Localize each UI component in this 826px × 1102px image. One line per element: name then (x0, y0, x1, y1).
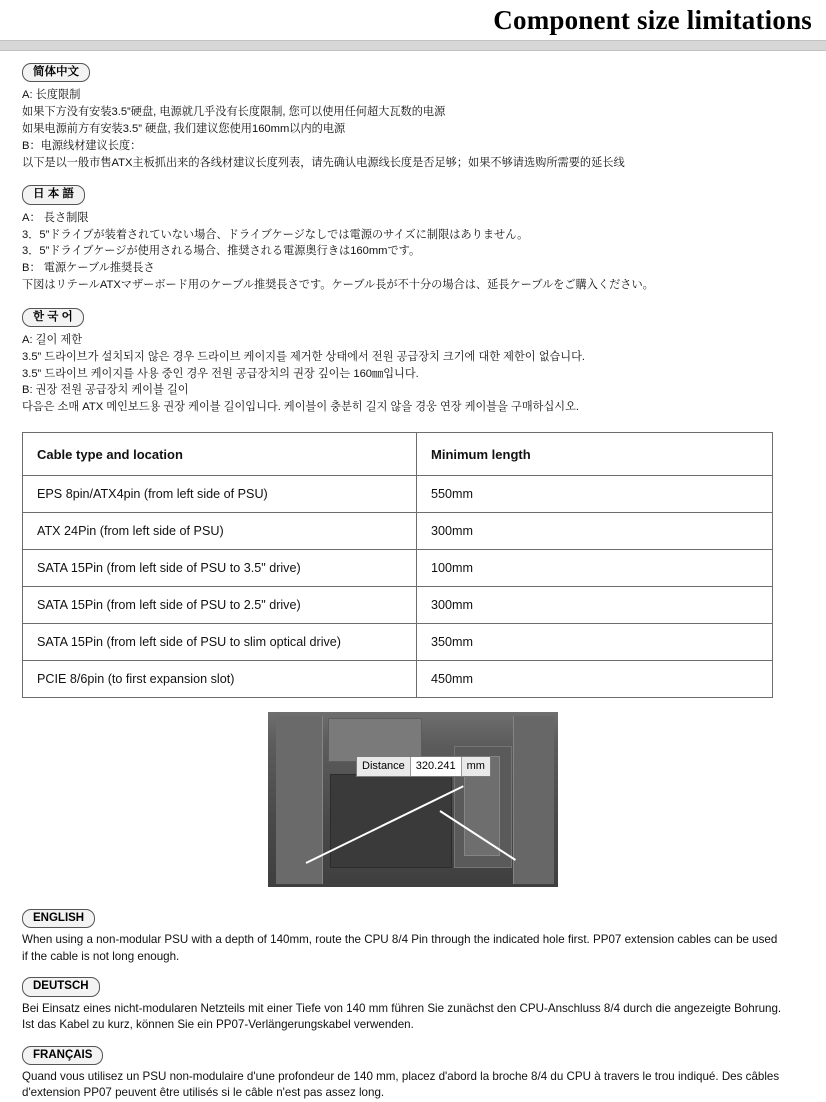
cable-length-table-wrapper (22, 432, 804, 698)
section-line: 3.5” 드라이브 케이지를 사용 중인 경우 전원 공급장치의 권장 깊이는 160㎜입니다. (22, 367, 419, 380)
page-title: Component size limitations (493, 4, 812, 35)
section-line: Bei Einsatz eines nicht-modularen Netzteils mit einer Tiefe von 140 mm führen Sie zunächst den CPU-Anschluss 8/4 durch die angezeigte Bohrung. (22, 1001, 782, 1015)
language-tag: 한 국 어 (22, 308, 84, 327)
table-row (23, 513, 773, 550)
distance-unit: mm (462, 757, 490, 776)
column-header-minimum-length: Minimum length (417, 433, 773, 476)
table-header-row (23, 433, 773, 476)
table-row (23, 587, 773, 624)
section-japanese (22, 173, 804, 293)
chassis-photo (268, 712, 558, 887)
cell-cable-type: SATA 15Pin (from left side of PSU to slim optical drive) (23, 624, 417, 661)
section-line: 다음은 소매 ATX 메인보드용 권장 케이블 길이입니다. 케이블이 충분히 길지 않을 경웅 연장 케이블을 구매하십시오. (22, 401, 579, 414)
section-line: B: 권장 전원 공급장치 케이블 길이 (22, 384, 189, 397)
section-line: A: 길이 제한 (22, 334, 83, 347)
column-header-cable-type: Cable type and location (23, 433, 417, 476)
section-line: A: 长度限制 (22, 89, 81, 102)
section-simplified-chinese (22, 51, 804, 171)
cell-cable-type: ATX 24Pin (from left side of PSU) (23, 513, 417, 550)
chassis-right-panel (513, 716, 554, 884)
table-row (23, 624, 773, 661)
distance-label: Distance (357, 757, 411, 776)
cell-cable-type: SATA 15Pin (from left side of PSU to 3.5" drive) (23, 550, 417, 587)
cell-minimum-length: 300mm (417, 513, 773, 550)
language-tag: 简体中文 (22, 63, 90, 82)
section-line: A： 長さ制限 (22, 211, 89, 224)
section-french (22, 1036, 804, 1102)
section-line: 如果电源前方有安装3.5” 硬盘, 我们建议您使用160mm以内的电源 (22, 122, 346, 135)
page-header (0, 0, 826, 40)
cell-minimum-length: 350mm (417, 624, 773, 661)
section-line: Quand vous utilisez un PSU non-modulaire d'une profondeur de 140 mm, placez d'abord la broche 8/4 du CPU à travers le trou indiqué. Des câbles (22, 1070, 780, 1084)
table-row (23, 550, 773, 587)
cell-cable-type: PCIE 8/6pin (to first expansion slot) (23, 661, 417, 698)
table-row (23, 661, 773, 698)
footer-language-sections (0, 899, 826, 1102)
cell-cable-type: EPS 8pin/ATX4pin (from left side of PSU) (23, 476, 417, 513)
section-german (22, 967, 804, 1033)
distance-value: 320.241 (411, 757, 462, 776)
section-line: B：电源线材建议长度： (22, 139, 142, 152)
section-line: if the cable is not long enough. (22, 949, 180, 963)
section-line: B： 電源ケーブル推奨長さ (22, 262, 155, 275)
section-line: 3．5”ドライブが装着されていない場合、ドライブケージなしでは電源のサイズに制限はありません。 (22, 228, 529, 241)
section-english (22, 899, 804, 965)
section-line: 3.5” 드라이브가 설치되지 않은 경우 드라이브 케이지를 제거한 상태에서 전원 공급장치 크기에 대한 제한이 없습니다. (22, 350, 586, 363)
section-line: When using a non-modular PSU with a depth of 140mm, route the CPU 8/4 Pin through the indicated hole first. PP07 extension cables can be used (22, 933, 778, 947)
section-line: 如果下方没有安装3.5”硬盘, 电源就几乎没有长度限制, 您可以使用任何超大瓦数的电源 (22, 106, 446, 119)
cell-minimum-length: 100mm (417, 550, 773, 587)
header-divider (0, 40, 826, 51)
section-line: d'extension PP07 peuvent être utilisés si le câble n'est pas assez long. (22, 1086, 385, 1100)
section-line: 以下是以一般市售ATX主板抓出来的各线材建议长度列表，请先确认电源线长度是否足够；如果不够请选购所需要的延长线 (22, 156, 625, 169)
cell-minimum-length: 550mm (417, 476, 773, 513)
cell-cable-type: SATA 15Pin (from left side of PSU to 2.5" drive) (23, 587, 417, 624)
language-tag: DEUTSCH (22, 977, 100, 996)
cable-length-table (22, 432, 773, 698)
section-line: Ist das Kabel zu kurz, können Sie ein PP07-Verlängerungskabel verwenden. (22, 1018, 414, 1032)
table-row (23, 476, 773, 513)
cell-minimum-length: 450mm (417, 661, 773, 698)
language-tag: FRANÇAIS (22, 1046, 103, 1065)
section-line: 下図はリテールATXマザーボード用のケーブル推奨長さです。ケーブル長が不十分の場合は、延長ケーブルをご購入ください。 (22, 278, 654, 291)
language-sections (0, 51, 826, 416)
language-tag: ENGLISH (22, 909, 95, 928)
section-line: 3．5”ドライブケージが使用される場合、推奨される電源奥行きは160mmです。 (22, 245, 421, 258)
distance-measurement-badge (356, 756, 491, 777)
cell-minimum-length: 300mm (417, 587, 773, 624)
language-tag: 日 本 語 (22, 185, 85, 204)
section-korean (22, 296, 804, 416)
